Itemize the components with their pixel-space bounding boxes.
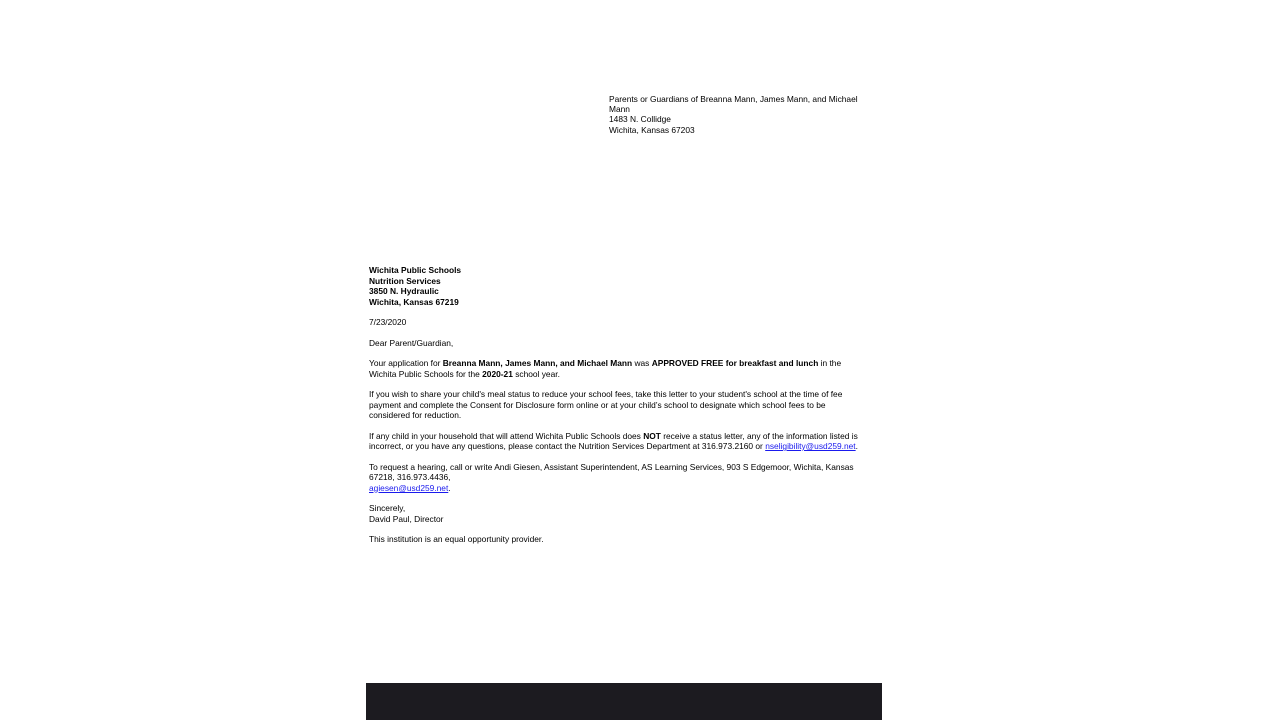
sender-address [369, 265, 861, 307]
approval-status: APPROVED FREE for breakfast and lunch [651, 357, 819, 368]
agiesen-email-link[interactable]: agiesen@usd259.net [369, 482, 449, 493]
hearing-text: To request a hearing, call or write Andi Giesen, Assistant Superintendent, AS Learning Services, 903 S Edgemoor, Wichita, Kansas 67218, 316.973.4436, [369, 461, 854, 483]
not-emphasis: NOT [643, 430, 661, 441]
closing-block [369, 503, 861, 524]
footer-bar [366, 683, 882, 720]
contact-text-3: . [855, 441, 858, 452]
approval-text-2: was [632, 357, 652, 368]
letter-body [369, 265, 861, 545]
sender-department: Nutrition Services [369, 275, 441, 286]
contact-text-1: If any child in your household that will attend Wichita Public Schools does [369, 430, 644, 441]
approval-paragraph [369, 358, 861, 379]
recipient-name: Parents or Guardians of Breanna Mann, James Mann, and Michael Mann [609, 94, 858, 115]
hearing-paragraph [369, 462, 861, 494]
school-year: 2020-21 [482, 368, 513, 379]
approval-text-4: school year. [512, 368, 560, 379]
approval-text-3: in the Wichita Public Schools for the [369, 357, 842, 379]
letter-page [366, 0, 882, 720]
closing: Sincerely, [369, 503, 406, 514]
contact-paragraph [369, 431, 861, 452]
sender-city: Wichita, Kansas 67219 [369, 296, 459, 307]
equal-opportunity-notice: This institution is an equal opportunity provider. [369, 534, 544, 545]
fee-reduction-paragraph: If you wish to share your child's meal status to reduce your school fees, take this letter to your student's school at the time of fee payment and complete the Consent for Disclosure form online or at your child’s school to designate which school fees to be considered for reduction. [369, 388, 843, 421]
hearing-text-end: . [448, 482, 451, 493]
recipient-address [609, 94, 871, 135]
nseligibility-email-link[interactable]: nseligibility@usd259.net [765, 441, 856, 452]
signature: David Paul, Director [369, 513, 444, 524]
recipient-city: Wichita, Kansas 67203 [609, 124, 695, 135]
approval-text-1: Your application for [369, 357, 443, 368]
salutation: Dear Parent/Guardian, [369, 337, 454, 348]
sender-street: 3850 N. Hydraulic [369, 286, 439, 297]
student-names: Breanna Mann, James Mann, and Michael Mann [442, 357, 633, 368]
letter-date: 7/23/2020 [369, 317, 407, 328]
sender-organization: Wichita Public Schools [369, 265, 462, 275]
recipient-street: 1483 N. Collidge [609, 114, 671, 125]
contact-text-2: receive a status letter, any of the information listed is incorrect, or you have any questions, please contact the Nutrition Services Department at 316.973.2160 or [369, 430, 858, 452]
